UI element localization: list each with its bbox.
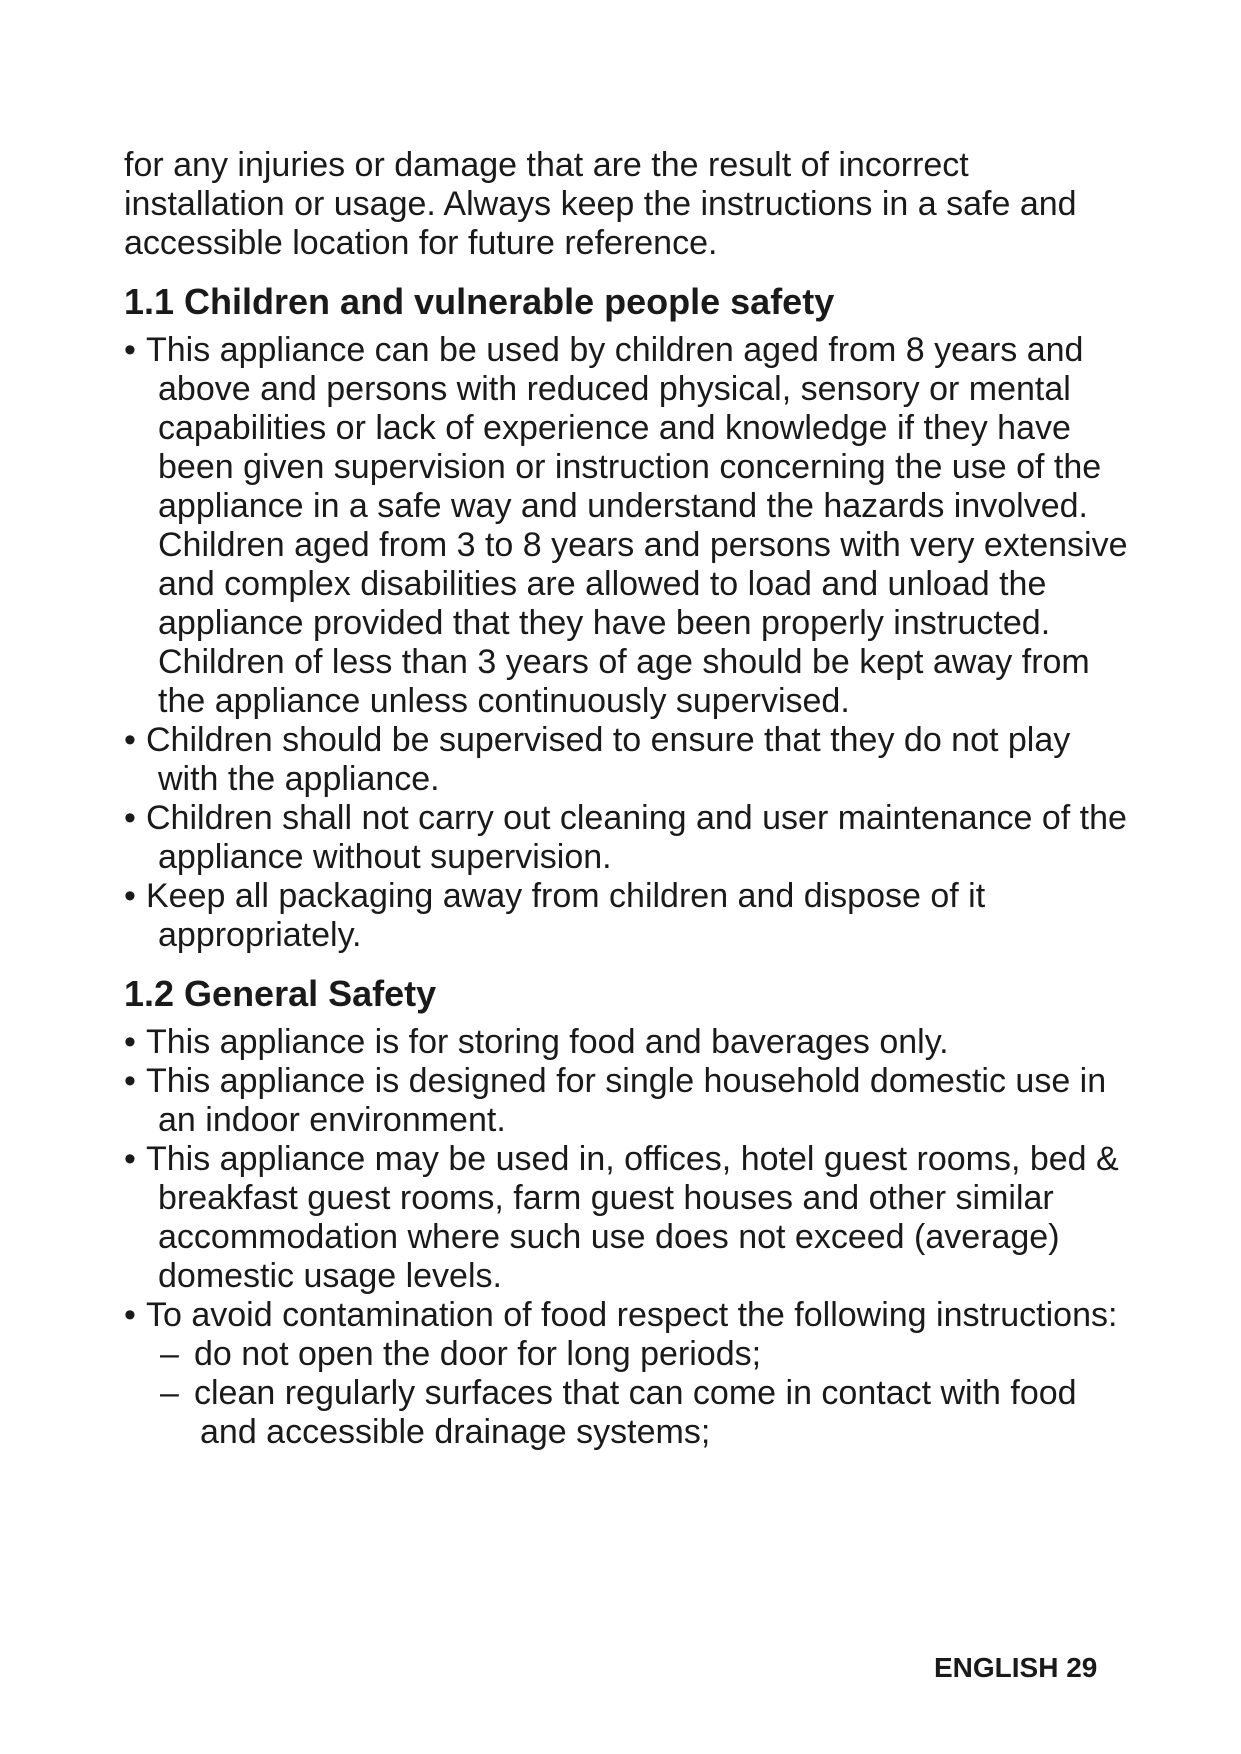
general-safety-list	[124, 1023, 1134, 1335]
children-safety-list	[124, 331, 1134, 955]
list-item	[124, 877, 1134, 955]
sub-list-item-text: clean regularly surfaces that can come in contact with food and accessible drainage systems;	[194, 1374, 1077, 1451]
contamination-sublist	[124, 1335, 1134, 1452]
list-item	[124, 721, 1134, 799]
bullet-marker: •	[124, 1062, 136, 1100]
intro-paragraph: for any injuries or damage that are the result of incorrect installation or usage. Always keep the instructions in a safe and accessible location for future reference.	[124, 146, 1077, 262]
bullet-marker: •	[124, 877, 136, 915]
list-item	[124, 1296, 1134, 1335]
list-item-text: Children shall not carry out cleaning and user maintenance of the appliance without supervision.	[146, 799, 1127, 876]
list-item	[124, 1140, 1134, 1296]
list-item	[124, 331, 1134, 721]
list-item-text: This appliance is for storing food and baverages only.	[146, 1023, 949, 1061]
list-item-text: This appliance is designed for single household domestic use in an indoor environment.	[146, 1062, 1107, 1139]
list-item	[124, 1023, 1134, 1062]
bullet-marker: •	[124, 799, 136, 837]
list-item	[124, 1062, 1134, 1140]
dash-marker: –	[160, 1374, 179, 1412]
list-item-text: This appliance may be used in, offices, hotel guest rooms, bed & breakfast guest rooms, farm guest houses and other similar accommodation where such use does not exceed (average) domestic usage levels.	[146, 1140, 1119, 1295]
list-item-text: This appliance can be used by children aged from 8 years and above and persons with reduced physical, sensory or mental capabilities or lack of experience and knowledge if they have been given supervision or instruction concerning the use of the appliance in a safe way and understand the hazards involved. Children aged from 3 to 8 years and persons with very extensive and complex disabilities are allowed to load and unload the appliance provided that they have been properly instructed. Children of less than 3 years of age should be kept away from the appliance unless continuously supervised.	[146, 331, 1128, 720]
bullet-marker: •	[124, 721, 136, 759]
bullet-marker: •	[124, 1296, 136, 1334]
list-item	[124, 799, 1134, 877]
page-footer-label: ENGLISH 29	[934, 1652, 1098, 1683]
list-item-text: To avoid contamination of food respect the following instructions:	[146, 1296, 1118, 1334]
section-heading-general-safety: 1.2 General Safety	[124, 973, 437, 1014]
sub-list-item	[124, 1374, 1134, 1452]
bullet-marker: •	[124, 1140, 136, 1178]
section-heading-children-safety: 1.1 Children and vulnerable people safety	[124, 281, 835, 322]
dash-marker: –	[160, 1335, 179, 1373]
sub-list-item	[124, 1335, 1134, 1374]
sub-list-item-text: do not open the door for long periods;	[194, 1335, 762, 1373]
manual-page	[124, 146, 1134, 1452]
list-item-text: Keep all packaging away from children and dispose of it appropriately.	[146, 877, 986, 954]
list-item-text: Children should be supervised to ensure that they do not play with the appliance.	[146, 721, 1071, 798]
bullet-marker: •	[124, 1023, 136, 1061]
bullet-marker: •	[124, 331, 136, 369]
